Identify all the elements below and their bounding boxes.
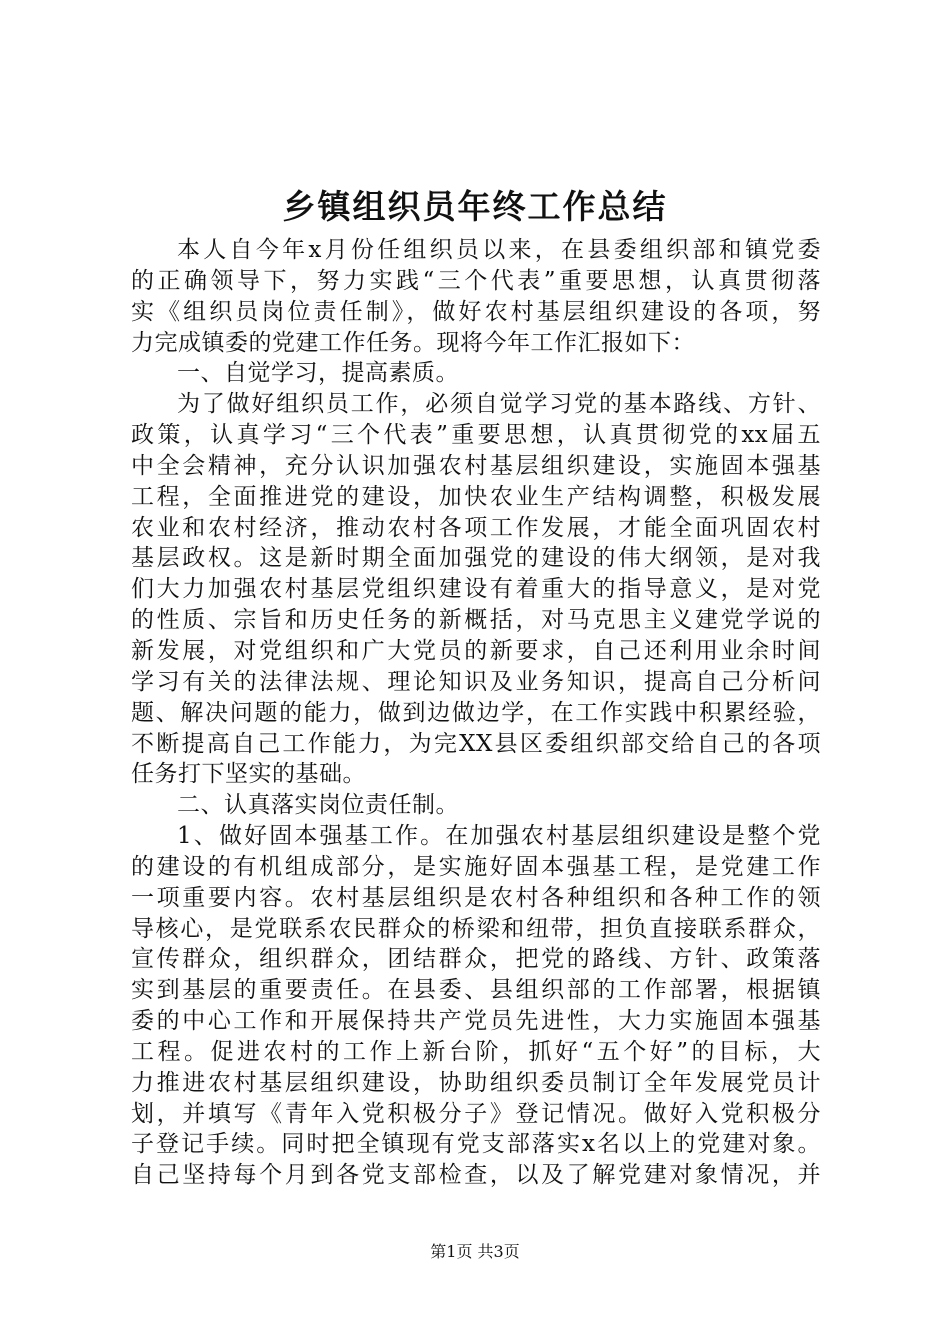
document-title: 乡镇组织员年终工作总结 [282,187,668,226]
body-line: 任务打下坚实的基础。 [131,761,366,788]
body-line: 不断提高自己工作能力，为完XX县区委组织部交给自己的各项 [131,730,821,757]
body-line: 划，并填写《青年入党积极分子》登记情况。做好入党积极分 [131,1100,821,1127]
page-number-footer: 第1页 共3页 [430,1242,520,1261]
body-line: 力推进农村基层组织建设，协助组织委员制订全年发展党员计 [131,1069,821,1096]
section-heading: 一、自觉学习，提高素质。 [177,360,459,387]
body-line: 新发展，对党组织和广大党员的新要求，自己还利用业余时间 [131,637,821,664]
body-line: 工程，全面推进党的建设，加快农业生产结构调整，积极发展 [131,483,821,510]
section-heading: 二、认真落实岗位责任制。 [177,792,459,819]
body-line: 本人自今年x月份任组织员以来，在县委组织部和镇党委 [177,237,821,263]
body-line: 实《组织员岗位责任制》，做好农村基层组织建设的各项，努 [131,298,821,325]
body-line: 实到基层的重要责任。在县委、县组织部的工作部署，根据镇 [131,977,821,1004]
body-line: 1、做好固本强基工作。在加强农村基层组织建设是整个党 [177,823,821,850]
body-line: 题、解决问题的能力，做到边做边学，在工作实践中积累经验， [131,699,821,726]
body-line: 的正确领导下，努力实践“三个代表”重要思想，认真贯彻落 [131,267,821,294]
body-line: 工程。促进农村的工作上新台阶，抓好“五个好”的目标，大 [131,1038,821,1065]
body-line: 的性质、宗旨和历史任务的新概括，对马克思主义建党学说的 [131,607,821,634]
body-line: 一项重要内容。农村基层组织是农村各种组织和各种工作的领 [131,884,821,911]
body-line: 导核心，是党联系农民群众的桥梁和纽带，担负直接联系群众， [131,915,821,942]
body-line: 宣传群众，组织群众，团结群众，把党的路线、方针、政策落 [131,946,821,973]
body-line: 农业和农村经济，推动农村各项工作发展，才能全面巩固农村 [131,514,821,541]
body-line: 自己坚持每个月到各党支部检查，以及了解党建对象情况，并 [131,1162,821,1189]
body-line: 基层政权。这是新时期全面加强党的建设的伟大纲领，是对我 [131,545,821,572]
body-line: 力完成镇委的党建工作任务。现将今年工作汇报如下： [131,329,695,356]
document-body [131,235,821,1191]
body-line: 为了做好组织员工作，必须自觉学习党的基本路线、方针、 [177,391,821,418]
body-line: 学习有关的法律法规、理论知识及业务知识，提高自己分析问 [131,668,821,695]
body-line: 的建设的有机组成部分，是实施好固本强基工程，是党建工作 [131,853,821,880]
body-line: 委的中心工作和开展保持共产党员先进性，大力实施固本强基 [131,1008,821,1035]
body-line: 们大力加强农村基层党组织建设有着重大的指导意义，是对党 [131,576,821,603]
body-line: 政策，认真学习“三个代表”重要思想，认真贯彻党的xx届五 [131,422,821,449]
body-line: 中全会精神，充分认识加强农村基层组织建设，实施固本强基 [131,452,821,479]
body-line: 子登记手续。同时把全镇现有党支部落实x名以上的党建对象。 [131,1131,821,1158]
